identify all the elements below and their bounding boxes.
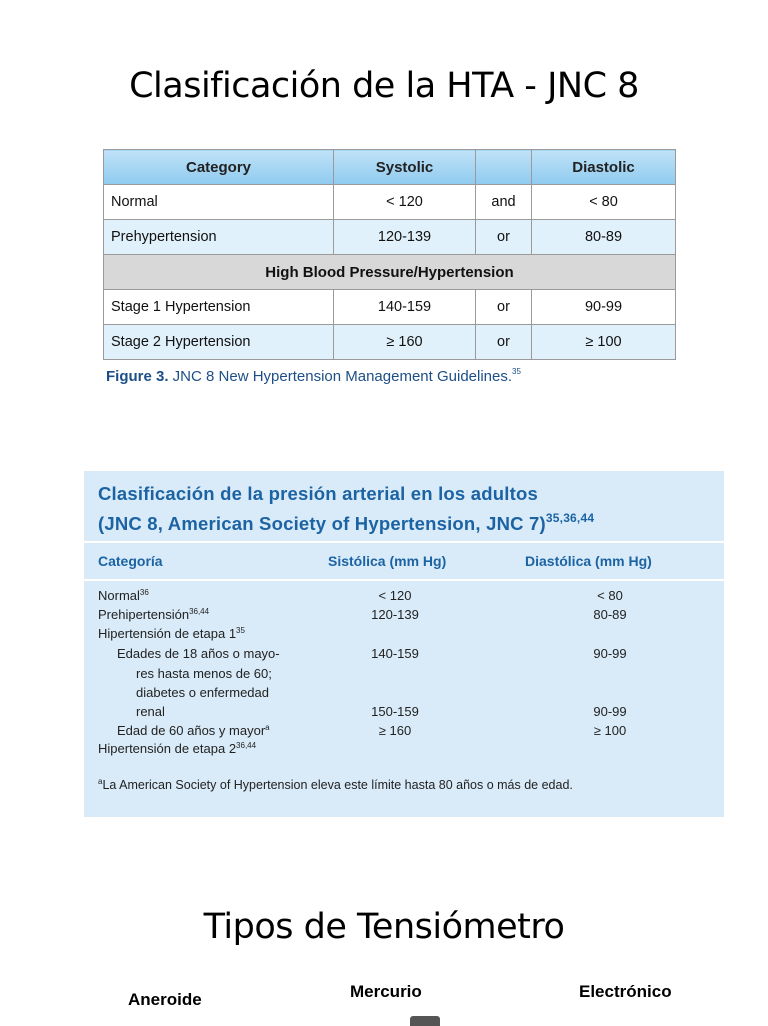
row-normal-label: Normal$^{36}$ [98, 588, 149, 603]
header-conjunction [476, 150, 532, 185]
cell-diastolic: ≥ 100 [532, 325, 676, 360]
table-row [104, 220, 676, 255]
header-categoria: Categoría [98, 553, 163, 569]
cell-conjunction: and [476, 185, 532, 220]
cell-diastolic: < 80 [532, 185, 676, 220]
figure-caption-text: JNC 8 New Hypertension Management Guidelines. [168, 368, 513, 385]
row-stage1a-label-cont: res hasta menos de 60; [136, 666, 272, 681]
row-stage1a-label-cont: diabetes o enfermedad [136, 685, 269, 700]
table-row [104, 325, 676, 360]
figure-label: Figure 3. [106, 368, 169, 385]
sphygmomanometer-icon [410, 1016, 440, 1026]
row-prehyp-label: Prehipertensión$^{36,44}$ [98, 607, 210, 622]
row-stage2-label: Hipertensión de etapa 2$^{36,44}$ [98, 741, 257, 756]
table-row [104, 290, 676, 325]
cell-diastolic: 90-99 [532, 290, 676, 325]
row-stage1a-label-cont: renal [136, 704, 165, 719]
divider [84, 541, 724, 543]
row-stage1b-systolic-range: 150-159 [371, 704, 419, 719]
cell-systolic: < 120 [334, 185, 476, 220]
row-stage1b-label: Edad de 60 años y mayor$^a$ [117, 723, 270, 738]
cell-category: Stage 1 Hypertension [104, 290, 334, 325]
cell-systolic: ≥ 160 [334, 325, 476, 360]
header-systolic: Systolic [334, 150, 476, 185]
header-sistolica: Sistólica (mm Hg) [328, 553, 447, 569]
slide-title: Clasificación de la HTA - JNC 8 [129, 66, 639, 106]
row-stage1a-systolic: 140-159 [371, 646, 419, 661]
row-normal-systolic: < 120 [378, 588, 412, 603]
table-section-row [104, 255, 676, 290]
row-stage1a-diastolic: 90-99 [593, 646, 627, 661]
row-normal-diastolic: < 80 [597, 588, 623, 603]
device-label-mercury: Mercurio [350, 982, 422, 1001]
row-stage1-label: Hipertensión de etapa $1^{35}$ [98, 626, 245, 641]
figure-reference: 35 [512, 367, 521, 376]
jnc8-table [103, 149, 676, 360]
header-category: Category [104, 150, 334, 185]
header-diastolica: Diastólica (mm Hg) [525, 553, 652, 569]
cell-conjunction: or [476, 325, 532, 360]
row-stage1b-systolic: ≥ 160 [378, 723, 412, 738]
cell-category: Stage 2 Hypertension [104, 325, 334, 360]
table-header-row [104, 150, 676, 185]
row-prehyp-diastolic: 80-89 [593, 607, 627, 622]
row-stage1a-label: Edades de 18 años o mayo- [117, 646, 280, 661]
cell-category: Normal [104, 185, 334, 220]
cell-conjunction: or [476, 220, 532, 255]
cell-systolic: 120-139 [334, 220, 476, 255]
cell-diastolic: 80-89 [532, 220, 676, 255]
panel-footnote: $^a$La American Society of Hypertension eleva este límite hasta 80 años o más de edad. [98, 777, 573, 792]
row-stage1b-diastolic-range: 90-99 [593, 704, 627, 719]
section-heading: High Blood Pressure/Hypertension [104, 255, 676, 290]
cell-conjunction: or [476, 290, 532, 325]
panel-title-line1: Clasificación de la presión arterial en los adultos [98, 483, 538, 504]
panel-title-line2: (JNC 8, American Society of Hypertension, JNC 7)$^{35,36,44}$ [98, 511, 595, 534]
devices-title: Tipos de Tensiómetro [203, 907, 565, 947]
cell-category: Prehypertension [104, 220, 334, 255]
panel-title [98, 481, 718, 536]
header-diastolic: Diastolic [532, 150, 676, 185]
cell-systolic: 140-159 [334, 290, 476, 325]
table-row [104, 185, 676, 220]
device-label-electronic: Electrónico [579, 982, 672, 1001]
classification-panel [84, 471, 724, 817]
panel-title-refs: 35,36,44 [545, 511, 595, 525]
figure-caption [106, 367, 521, 385]
row-stage1b-diastolic: ≥ 100 [593, 723, 627, 738]
row-prehyp-systolic: 120-139 [371, 607, 419, 622]
device-label-aneroid: Aneroide [128, 990, 202, 1009]
divider [84, 579, 724, 581]
